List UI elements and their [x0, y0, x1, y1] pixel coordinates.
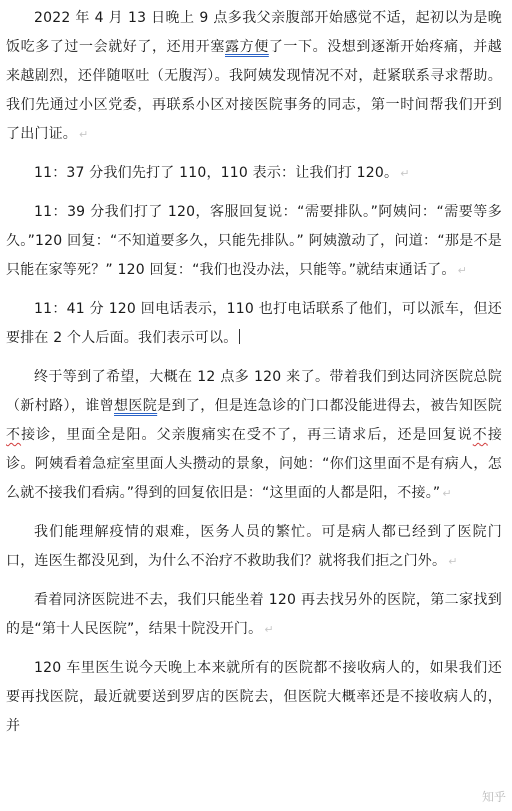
paragraph-5-underlined-text: 想医院: [114, 398, 158, 414]
paragraph-4: [6, 295, 502, 353]
paragraph-mark-icon: ↵: [264, 623, 274, 636]
paragraph-6-text: 我们能理解疫情的艰难，医务人员的繁忙。可是病人都已经到了医院门口，连医生都没见到，为什么不治疗不救助我们？就将我们拒之门外。: [6, 524, 502, 569]
paragraph-7-text: 看着同济医院进不去，我们只能坐着 120 再去找另外的医院，第二家找到的是“第十人民医院”，结果十院没开门。: [6, 592, 502, 637]
paragraph-5: [6, 363, 502, 508]
paragraph-mark-icon: ↵: [448, 555, 458, 568]
paragraph-8: [6, 654, 502, 741]
paragraph-1-text-c: 了一下。没想到逐渐开始疼痛，并越来越剧烈，还伴随呕吐（无腹泻）。我阿姨发现情况不对，赶紧联系寻求帮助。我们先通过小区党委，再联系小区对接医院事务的同志，第一时间帮我们开到了出门证。: [6, 39, 503, 142]
paragraph-1-underlined-text: 露方便: [225, 39, 269, 55]
spellcheck-flag-1[interactable]: 不: [6, 427, 22, 443]
paragraph-5-text-a: 终于等到了希望，大概在 12 点多 120 来了。带着我们到达同济医院总院（新村路），谁曾: [6, 369, 502, 414]
paragraph-mark-icon: ↵: [442, 487, 452, 500]
paragraph-1-text-a: 2022 年 4 月 13 日晚上 9 点多我父亲腹部开始感觉不适，起初以为是晚饭吃多了过一会就好了，还用开塞: [6, 10, 502, 55]
paragraph-5-text-c: 是到了，但是连急诊的门口都没能进得去，被告知医院: [157, 398, 502, 414]
spellcheck-flag-2[interactable]: 不: [472, 427, 488, 443]
paragraph-7: [6, 586, 502, 644]
paragraph-2: [6, 159, 502, 188]
paragraph-6: [6, 518, 502, 576]
paragraph-5-text-e: 接诊，里面全是阳。父亲腹痛实在受不了，再三请求后，还是回复说: [21, 427, 473, 443]
paragraph-2-text: 11：37 分我们先打了 110，110 表示：让我们打 120。: [34, 165, 399, 181]
paragraph-mark-icon: ↵: [400, 167, 410, 180]
paragraph-3: [6, 198, 502, 285]
paragraph-5-text-g: 接诊。阿姨看着急症室里面人头攒动的景象，问她：“你们这里面不是有病人，怎么就不接我们看病。”得到的回复依旧是：“这里面的人都是阳，不接。”: [6, 427, 503, 501]
text-cursor-icon[interactable]: [239, 329, 240, 344]
watermark-logo: 知乎: [481, 790, 506, 804]
paragraph-4-text: 11：41 分 120 回电话表示，110 也打电话联系了他们，可以派车，但还要排在 2 个人后面。我们表示可以。: [6, 301, 502, 346]
paragraph-mark-icon: ↵: [79, 128, 89, 141]
paragraph-3-text: 11：39 分我们打了 120，客服回复说：“需要排队。”阿姨问：“需要等多久。”120 回复：“不知道要多久，只能先排队。” 阿姨激动了，问道：“那是不是只能在家等死？” 120 回复：“我们也没办法，只能等。”就结束通话了。: [6, 204, 502, 278]
paragraph-1: [6, 4, 502, 149]
paragraph-8-text: 120 车里医生说今天晚上本来就所有的医院都不接收病人的，如果我们还要再找医院，最近就要送到罗店的医院去，但医院大概率还是不接收病人的，并: [6, 660, 502, 734]
paragraph-mark-icon: ↵: [457, 264, 468, 277]
